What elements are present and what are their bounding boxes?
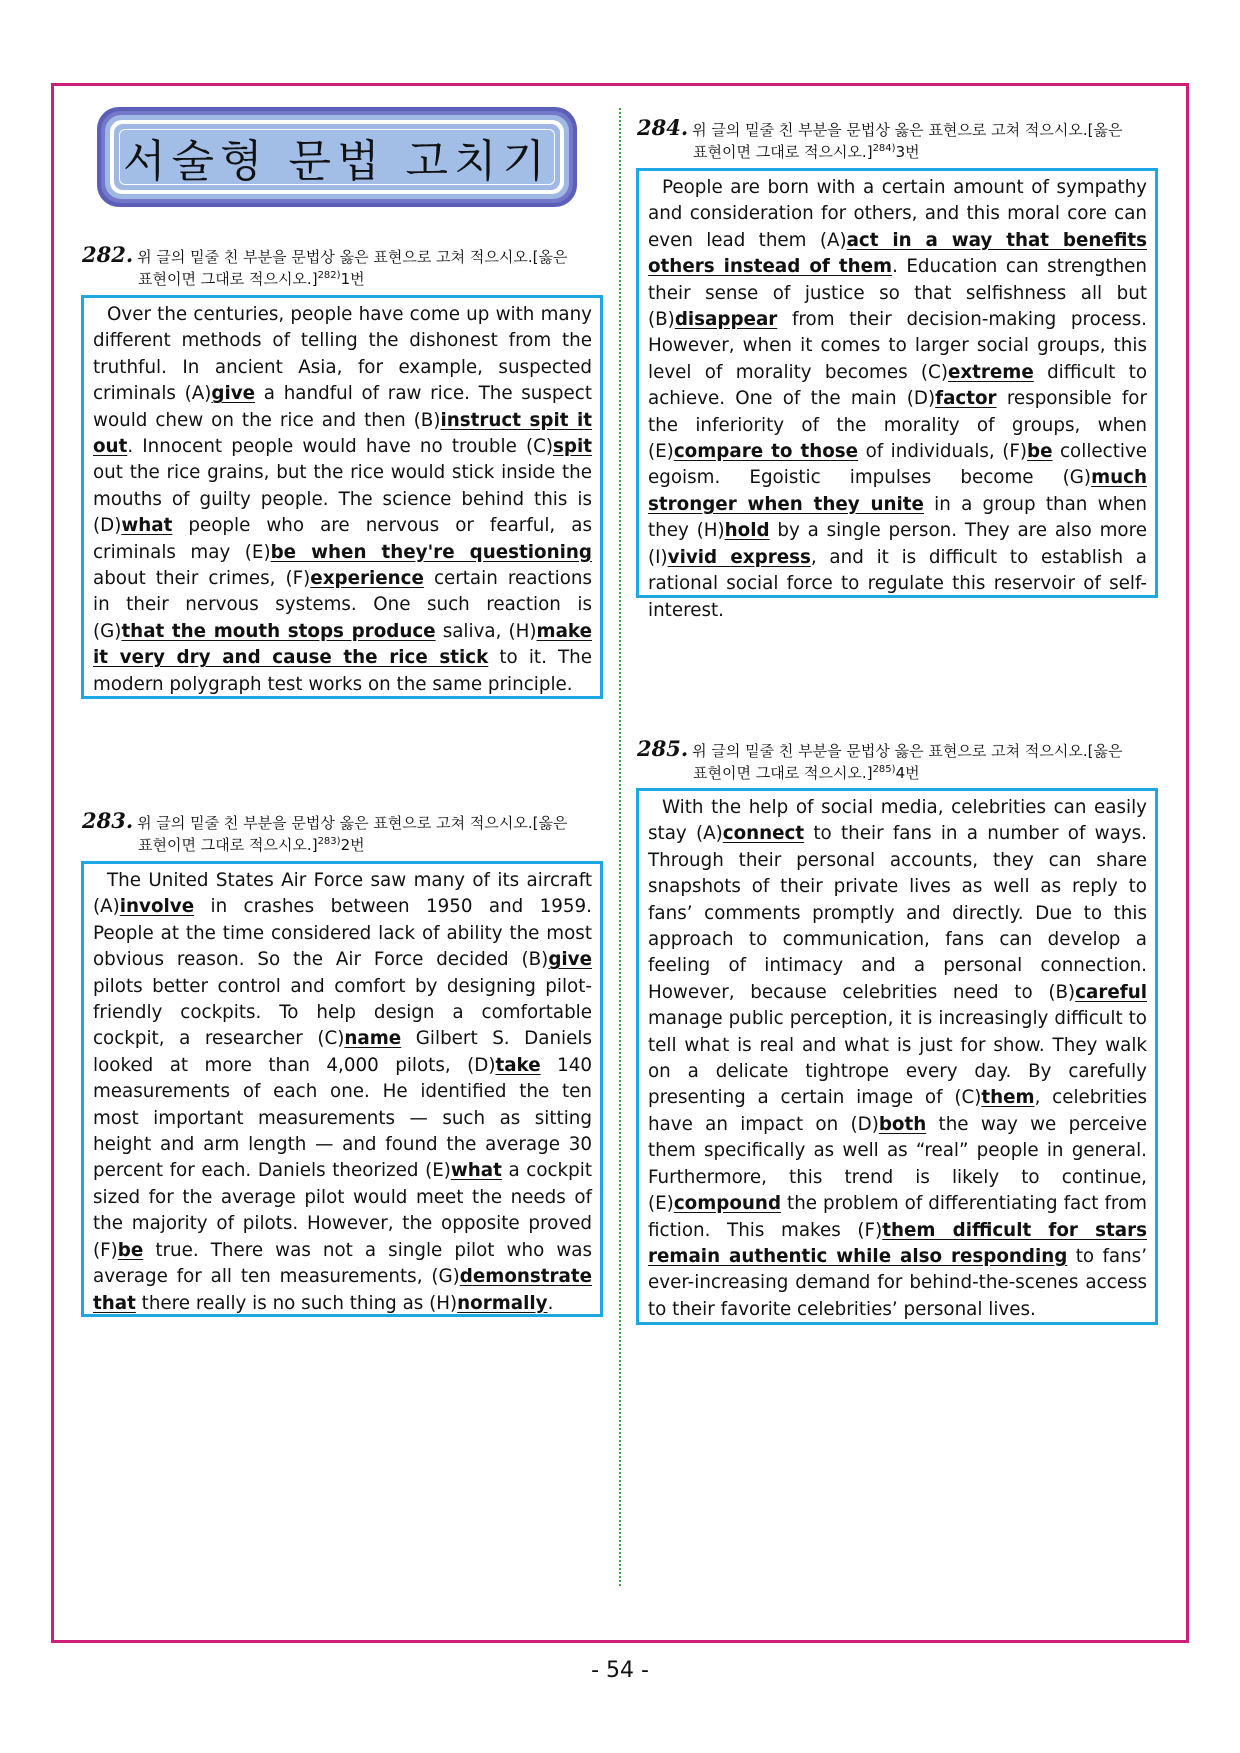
underlined-target: compound [673, 1193, 782, 1215]
underlined-target: give [211, 383, 256, 405]
underlined-target: experience [310, 568, 424, 590]
underlined-target: factor [935, 388, 997, 410]
question-tag: 1번 [340, 270, 365, 288]
title-banner [97, 107, 577, 207]
passage-text: With the help of social media, celebrities can easily stay (A)connect to their fans in a number of ways. Through their personal accounts, they can share snapshots of their private lives as well as reply to fans’ comments promptly and directly. Due to this approach to communication, fans can develop a feeling of intimacy and a personal connection. However, because celebrities need to (B)careful manage public perception, it is increasingly difficult to tell what is real and what is just for show. They walk on a delicate tightrope every day. By carefully presenting a certain image of (C)them, celebrities have an impact on (D)both the way we perceive them specifically as well as “real” people in general. Furthermore, this trend is likely to continue, (E)compound the problem of differentiating fact from fiction. This makes (F)them difficult for stars remain authentic while also responding to fans’ ever-increasing demand for behind-the-scenes access to their favorite celebrities’ personal lives. [648, 797, 1148, 1320]
underlined-target: name [344, 1028, 402, 1050]
underlined-target: take [495, 1054, 541, 1076]
underlined-target: be [117, 1239, 144, 1261]
question-284-header: 284. 위 글의 밑줄 친 부분을 문법상 옳은 표현으로 고쳐 적으시오.[옳은 표현이면 그대로 적으시오.]$^{284)}$3번 [637, 115, 1123, 161]
question-instruction: 위 글의 밑줄 친 부분을 문법상 옳은 표현으로 고쳐 적으시오.[옳은 [137, 814, 568, 832]
underlined-target: hold [724, 520, 770, 542]
underlined-target: normally [457, 1292, 548, 1314]
question-instruction: 위 글의 밑줄 친 부분을 문법상 옳은 표현으로 고쳐 적으시오.[옳은 [692, 121, 1123, 139]
question-number: 283. [82, 808, 134, 833]
underlined-target: disappear [674, 309, 778, 331]
column-divider [619, 108, 621, 1586]
footnote-ref: 284) [872, 143, 896, 154]
question-283-passage [81, 861, 603, 1317]
underlined-target: be when they're questioning [270, 541, 592, 563]
footnote-ref: 283) [317, 836, 341, 847]
underlined-target: compare to those [673, 441, 859, 463]
underlined-target: much stronger when they unite [648, 467, 1147, 515]
question-number: 285. [637, 736, 689, 761]
question-instruction: 위 글의 밑줄 친 부분을 문법상 옳은 표현으로 고쳐 적으시오.[옳은 [692, 742, 1123, 760]
question-283-header: 283. 위 글의 밑줄 친 부분을 문법상 옳은 표현으로 고쳐 적으시오.[옳은 표현이면 그대로 적으시오.]$^{283)}$2번 [82, 808, 568, 854]
underlined-target: that the mouth stops produce [121, 620, 436, 642]
underlined-target: careful [1075, 981, 1147, 1003]
question-285-header: 285. 위 글의 밑줄 친 부분을 문법상 옳은 표현으로 고쳐 적으시오.[옳은 표현이면 그대로 적으시오.]$^{285)}$4번 [637, 736, 1123, 782]
underlined-target: instruct spit it out [93, 409, 592, 458]
question-instruction: 위 글의 밑줄 친 부분을 문법상 옳은 표현으로 고쳐 적으시오.[옳은 [137, 248, 568, 266]
question-282-passage [81, 295, 603, 699]
underlined-target: spit [553, 436, 592, 458]
question-tag: 4번 [895, 764, 920, 782]
underlined-target: extreme [947, 361, 1034, 383]
question-284-passage [636, 168, 1158, 621]
question-number: 284. [637, 115, 689, 140]
page-number: - 54 - [591, 1658, 649, 1683]
underlined-target: demonstrate that [93, 1266, 592, 1314]
page-title: 서술형 문법 고치기 [122, 136, 551, 187]
question-number: 282. [82, 242, 134, 267]
underlined-target: them [981, 1087, 1035, 1109]
question-tag: 2번 [340, 836, 365, 854]
underlined-target: give [548, 949, 592, 971]
question-282-header: 282. 위 글의 밑줄 친 부분을 문법상 옳은 표현으로 고쳐 적으시오.[옳은 표현이면 그대로 적으시오.]$^{282)}$1번 [82, 242, 568, 288]
footnote-ref: 285) [872, 764, 896, 775]
passage-text: The United States Air Force saw many of its aircraft (A)involve in crashes between 1950 and 1959. People at the time considered lack of ability the most obvious reason. So the Air Force decided (B)give pilots better control and comfort by designing pilot-friendly cockpits. To help design a comfortable cockpit, a researcher (C)name Gilbert S. Daniels looked at more than 4,000 pilots, (D)take 140 measurements of each one. He identified the ten most important measurements — such as sitting height and arm length — and found the average 30 percent for each. Daniels theorized (E)what a cockpit sized for the average pilot would meet the needs of the majority of pilots. However, the opposite proved (F)be true. There was not a single pilot who was average for all ten measurements, (G)demonstrate that there really is no such thing as (H)normally. [93, 870, 592, 1314]
question-285-passage [636, 788, 1158, 1325]
underlined-target: what [121, 515, 173, 537]
underlined-target: both [878, 1113, 927, 1135]
passage-text: People are born with a certain amount of sympathy and consideration for others, and this moral core can even lead them (A)act in a way that benefits others instead of them. Education can strengthen their sense of justice so that selfishness all but (B)disappear from their decision-making process. However, when it comes to larger social groups, this level of morality becomes (C)extreme difficult to achieve. One of the main (D)factor responsible for the inferiority of the morality of groups, when (E)compare to those of individuals, (F)be collective egoism. Egoistic impulses become (G)much stronger when they unite in a group than when they (H)hold by a single person. They are also more (I)vivid express, and it is difficult to establish a rational social force to regulate this reservoir of self-interest. [648, 177, 1148, 621]
underlined-target: be [1027, 441, 1053, 463]
underlined-target: act in a way that benefits others instead of them [648, 229, 1147, 278]
underlined-target: vivid express [667, 546, 811, 568]
footnote-ref: 282) [317, 270, 341, 281]
underlined-target: them difficult for stars remain authentic while also responding [648, 1219, 1147, 1267]
question-tag: 3번 [895, 143, 920, 161]
underlined-target: involve [119, 896, 195, 918]
underlined-target: connect [722, 823, 805, 845]
underlined-target: make it very dry and cause the rice stick [93, 620, 592, 669]
passage-text: Over the centuries, people have come up with many different methods of telling the dishonest from the truthful. In ancient Asia, for example, suspected criminals (A)give a handful of raw rice. The suspect would chew on the rice and then (B)instruct spit it out. Innocent people would have no trouble (C)spit out the rice grains, but the rice would stick inside the mouths of guilty people. The science behind this is (D)what people who are nervous or fearful, as criminals may (E)be when they're questioning about their crimes, (F)experience certain reactions in their nervous systems. One such reaction is (G)that the mouth stops produce saliva, (H)make it very dry and cause the rice stick to it. The modern polygraph test works on the same principle. [93, 304, 592, 695]
underlined-target: what [450, 1160, 502, 1182]
